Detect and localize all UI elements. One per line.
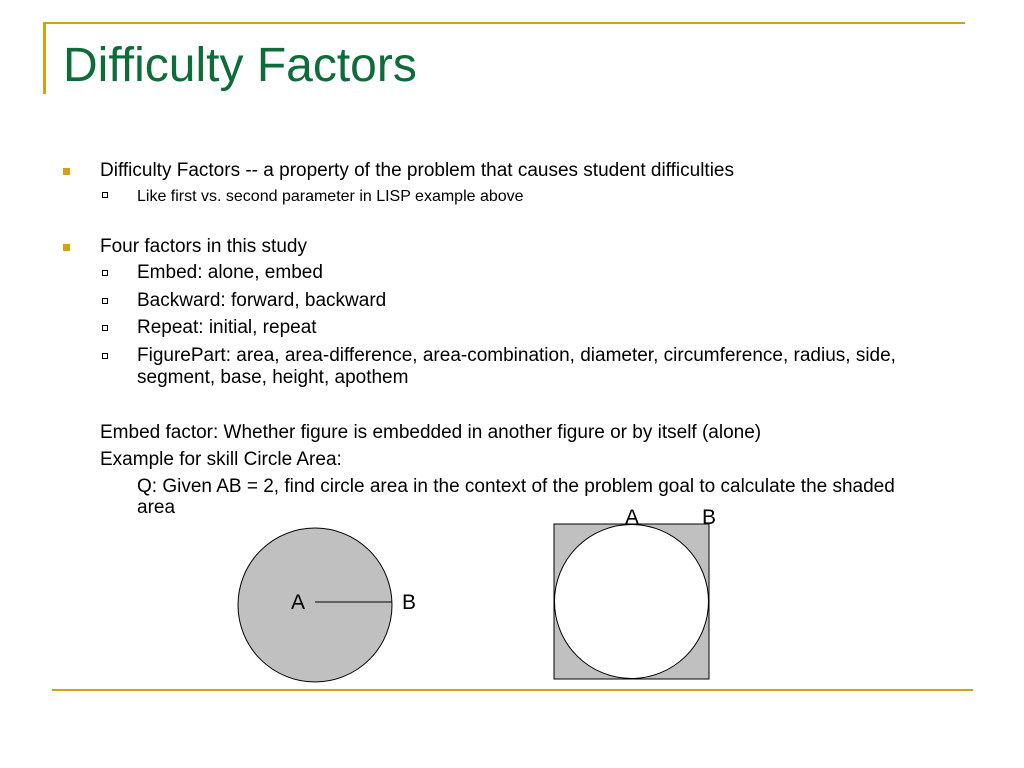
alone-label-b: B <box>402 591 417 614</box>
bullet-four-factors: Four factors in this study <box>100 236 307 257</box>
subbullet-embed: Embed: alone, embed <box>137 262 937 284</box>
shaded-circle <box>238 528 392 682</box>
inscribed-circle <box>555 525 709 679</box>
embed-factor-text: Embed factor: Whether figure is embedded in another figure or by itself (alone) <box>100 422 762 443</box>
alone-circle-figure <box>236 528 396 688</box>
frame-bottom-rule <box>52 689 973 691</box>
alone-label-a: A <box>291 591 306 614</box>
subbullet-repeat: Repeat: initial, repeat <box>137 317 937 339</box>
frame-left-rule <box>43 22 46 94</box>
embedded-label-a: A <box>625 506 640 529</box>
embedded-label-b: B <box>702 506 717 529</box>
subbullet-lisp-example: Like first vs. second parameter in LISP example above <box>137 186 937 208</box>
subbullet-backward: Backward: forward, backward <box>137 290 937 312</box>
slide-title: Difficulty Factors <box>63 39 417 92</box>
example-heading: Example for skill Circle Area: <box>100 449 342 470</box>
frame-top-rule <box>43 22 965 24</box>
bullet-difficulty-factors: Difficulty Factors -- a property of the problem that causes student difficulties <box>100 160 734 181</box>
example-question: Q: Given AB = 2, find circle area in the context of the problem goal to calculate the shaded area <box>137 476 895 518</box>
subbullet-figurepart: FigurePart: area, area-difference, area-combination, diameter, circumference, radius, side, segment, base, height, apothem <box>137 345 927 389</box>
embedded-square-figure <box>553 523 713 683</box>
